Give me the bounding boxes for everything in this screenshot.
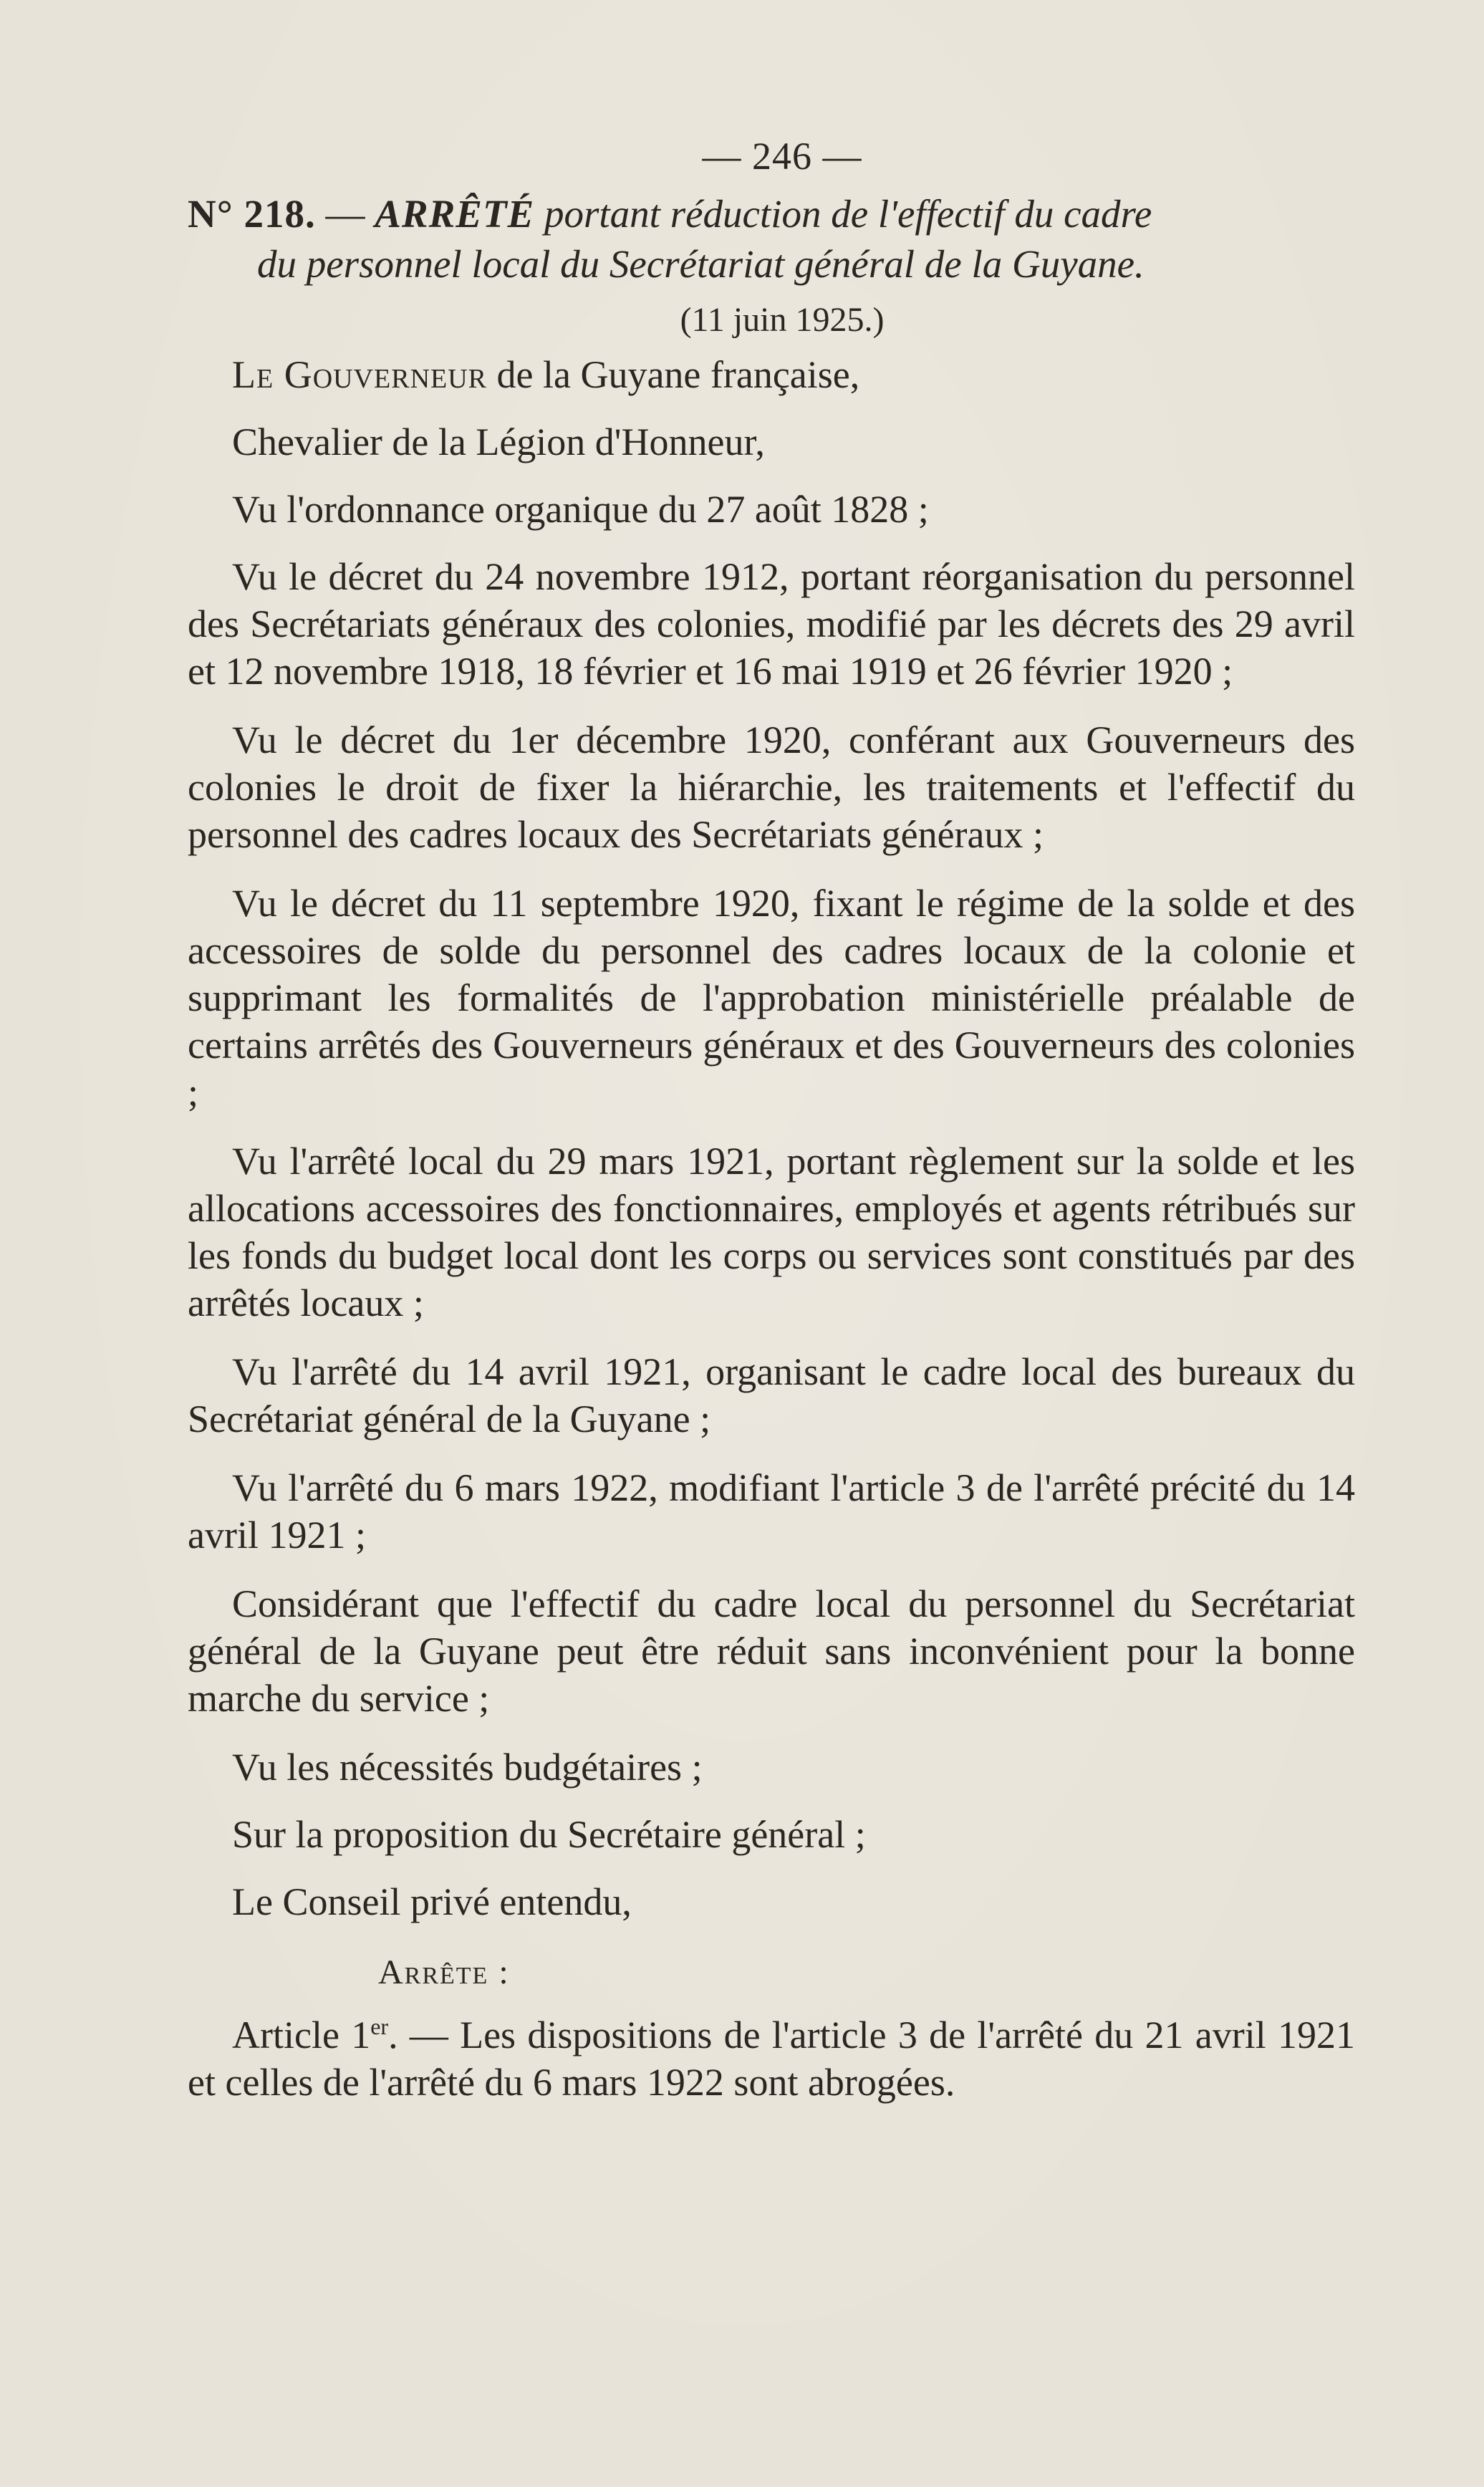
paragraph-arrete-mars-1921: Vu l'arrêté local du 29 mars 1921, portant règlement sur la solde et les allocations accessoires des fonctionnaires, employés et agents rétribués sur les fonds du budget local dont les corps ou services sont constitués par des arrêtés locaux ;	[188, 1140, 1355, 1324]
decree-title-keyword: ARRÊTÉ	[375, 192, 535, 236]
article-label: Article 1	[232, 2014, 371, 2057]
decree-number: N° 218.	[188, 192, 316, 236]
decree-date: (11 juin 1925.)	[680, 301, 885, 339]
arrete-label: Arrête :	[378, 1953, 510, 1991]
article-superscript: er	[370, 2014, 389, 2039]
heading-dash: —	[315, 192, 375, 236]
paragraph-proposition: Sur la proposition du Secrétaire général ;	[232, 1813, 866, 1856]
page-number: — 246 —	[702, 135, 862, 178]
paragraph-ordonnance: Vu l'ordonnance organique du 27 août 1828 ;	[232, 488, 929, 531]
preamble-gouverneur	[188, 351, 1355, 398]
page-content	[188, 128, 1355, 2127]
article-1	[188, 2011, 1355, 2106]
paragraph-necessites: Vu les nécessités budgétaires ;	[232, 1746, 703, 1789]
decree-title-line2: du personnel local du Secrétariat général de la Guyane.	[257, 242, 1145, 286]
paragraph-arrete-mars-1922: Vu l'arrêté du 6 mars 1922, modifiant l'article 3 de l'arrêté précité du 14 avril 1921 ;	[188, 1466, 1355, 1557]
gouverneur-label: Le Gouverneur	[232, 353, 488, 396]
paragraph-decret-1912: Vu le décret du 24 novembre 1912, portant réorganisation du personnel des Secrétariats généraux des colonies, modifié par les décrets des 29 avril et 12 novembre 1918, 18 février et 16 mai 1919 et 26 février 1920 ;	[188, 555, 1355, 693]
gouverneur-rest: de la Guyane française,	[487, 353, 860, 396]
paragraph-decret-dec-1920: Vu le décret du 1er décembre 1920, conférant aux Gouverneurs des colonies le droit de fixer la hiérarchie, les traitements et l'effectif du personnel des cadres locaux des Secrétariats généraux ;	[188, 718, 1355, 856]
paragraph-arrete-avril-1921: Vu l'arrêté du 14 avril 1921, organisant le cadre local des bureaux du Secrétariat général de la Guyane ;	[188, 1350, 1355, 1440]
paragraph-conseil: Le Conseil privé entendu,	[232, 1880, 632, 1923]
decree-title: portant réduction de l'effectif du cadre	[534, 192, 1152, 236]
preamble-chevalier: Chevalier de la Légion d'Honneur,	[232, 420, 765, 463]
paragraph-decret-sept-1920: Vu le décret du 11 septembre 1920, fixant le régime de la solde et des accessoires de solde du personnel des cadres locaux de la colonie et supprimant les formalités de l'approbation ministérielle préalable de certains arrêtés des Gouverneurs généraux et des Gouverneurs des colonies ;	[188, 882, 1355, 1114]
decree-heading	[188, 189, 1355, 239]
article-text: . — Les dispositions de l'article 3 de l'arrêté du 21 avril 1921 et celles de l'arrêté du 6 mars 1922 sont abrogées.	[188, 2014, 1355, 2104]
paragraph-considerant: Considérant que l'effectif du cadre local du personnel du Secrétariat général de la Guyane peut être réduit sans inconvénient pour la bonne marche du service ;	[188, 1582, 1355, 1720]
